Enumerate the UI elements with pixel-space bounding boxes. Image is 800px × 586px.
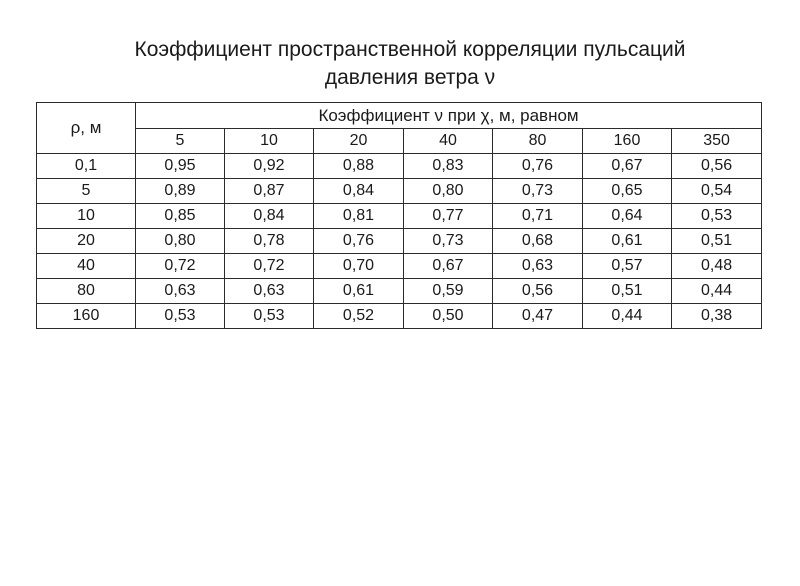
value-cell: 0,50 (404, 304, 493, 329)
value-cell: 0,57 (583, 254, 672, 279)
title-line-2: давления ветра ν (324, 66, 496, 89)
value-cell: 0,85 (136, 204, 225, 229)
rho-cell: 80 (37, 279, 136, 304)
table-body (37, 154, 762, 329)
value-cell: 0,56 (672, 154, 762, 179)
value-cell: 0,84 (314, 179, 404, 204)
value-cell: 0,59 (404, 279, 493, 304)
value-cell: 0,53 (225, 304, 314, 329)
table-row (37, 204, 762, 229)
value-cell: 0,95 (136, 154, 225, 179)
value-cell: 0,72 (136, 254, 225, 279)
table-row (37, 254, 762, 279)
value-cell: 0,67 (404, 254, 493, 279)
value-cell: 0,53 (136, 304, 225, 329)
column-header: 160 (583, 129, 672, 154)
value-cell: 0,68 (493, 229, 583, 254)
column-header: 10 (225, 129, 314, 154)
value-cell: 0,73 (493, 179, 583, 204)
value-cell: 0,72 (225, 254, 314, 279)
table-row (37, 304, 762, 329)
column-header: 40 (404, 129, 493, 154)
value-cell: 0,44 (583, 304, 672, 329)
value-cell: 0,80 (136, 229, 225, 254)
value-cell: 0,63 (493, 254, 583, 279)
value-cell: 0,77 (404, 204, 493, 229)
column-header: 80 (493, 129, 583, 154)
rho-cell: 5 (37, 179, 136, 204)
correlation-table-container (36, 102, 761, 329)
value-cell: 0,64 (583, 204, 672, 229)
column-header: 20 (314, 129, 404, 154)
value-cell: 0,84 (225, 204, 314, 229)
value-cell: 0,47 (493, 304, 583, 329)
value-cell: 0,78 (225, 229, 314, 254)
table-row (37, 279, 762, 304)
value-cell: 0,81 (314, 204, 404, 229)
header-row-top (37, 103, 762, 129)
correlation-table (36, 102, 762, 329)
coefficient-header: Коэффициент ν при χ, м, равном (136, 103, 762, 129)
value-cell: 0,67 (583, 154, 672, 179)
rho-cell: 20 (37, 229, 136, 254)
value-cell: 0,44 (672, 279, 762, 304)
table-row (37, 154, 762, 179)
value-cell: 0,61 (314, 279, 404, 304)
value-cell: 0,53 (672, 204, 762, 229)
value-cell: 0,56 (493, 279, 583, 304)
table-row (37, 179, 762, 204)
rho-header: ρ, м (37, 103, 136, 154)
value-cell: 0,71 (493, 204, 583, 229)
header-row-columns (37, 129, 762, 154)
value-cell: 0,61 (583, 229, 672, 254)
rho-cell: 40 (37, 254, 136, 279)
column-header: 350 (672, 129, 762, 154)
rho-cell: 0,1 (37, 154, 136, 179)
rho-cell: 160 (37, 304, 136, 329)
value-cell: 0,76 (493, 154, 583, 179)
value-cell: 0,80 (404, 179, 493, 204)
column-header: 5 (136, 129, 225, 154)
value-cell: 0,87 (225, 179, 314, 204)
value-cell: 0,51 (583, 279, 672, 304)
value-cell: 0,51 (672, 229, 762, 254)
rho-cell: 10 (37, 204, 136, 229)
value-cell: 0,65 (583, 179, 672, 204)
value-cell: 0,92 (225, 154, 314, 179)
value-cell: 0,83 (404, 154, 493, 179)
value-cell: 0,63 (225, 279, 314, 304)
page-title (60, 36, 760, 92)
value-cell: 0,48 (672, 254, 762, 279)
table-row (37, 229, 762, 254)
value-cell: 0,73 (404, 229, 493, 254)
value-cell: 0,88 (314, 154, 404, 179)
value-cell: 0,89 (136, 179, 225, 204)
value-cell: 0,63 (136, 279, 225, 304)
value-cell: 0,52 (314, 304, 404, 329)
title-line-1: Коэффициент пространственной корреляции пульсаций (134, 38, 686, 61)
value-cell: 0,70 (314, 254, 404, 279)
value-cell: 0,76 (314, 229, 404, 254)
value-cell: 0,38 (672, 304, 762, 329)
value-cell: 0,54 (672, 179, 762, 204)
